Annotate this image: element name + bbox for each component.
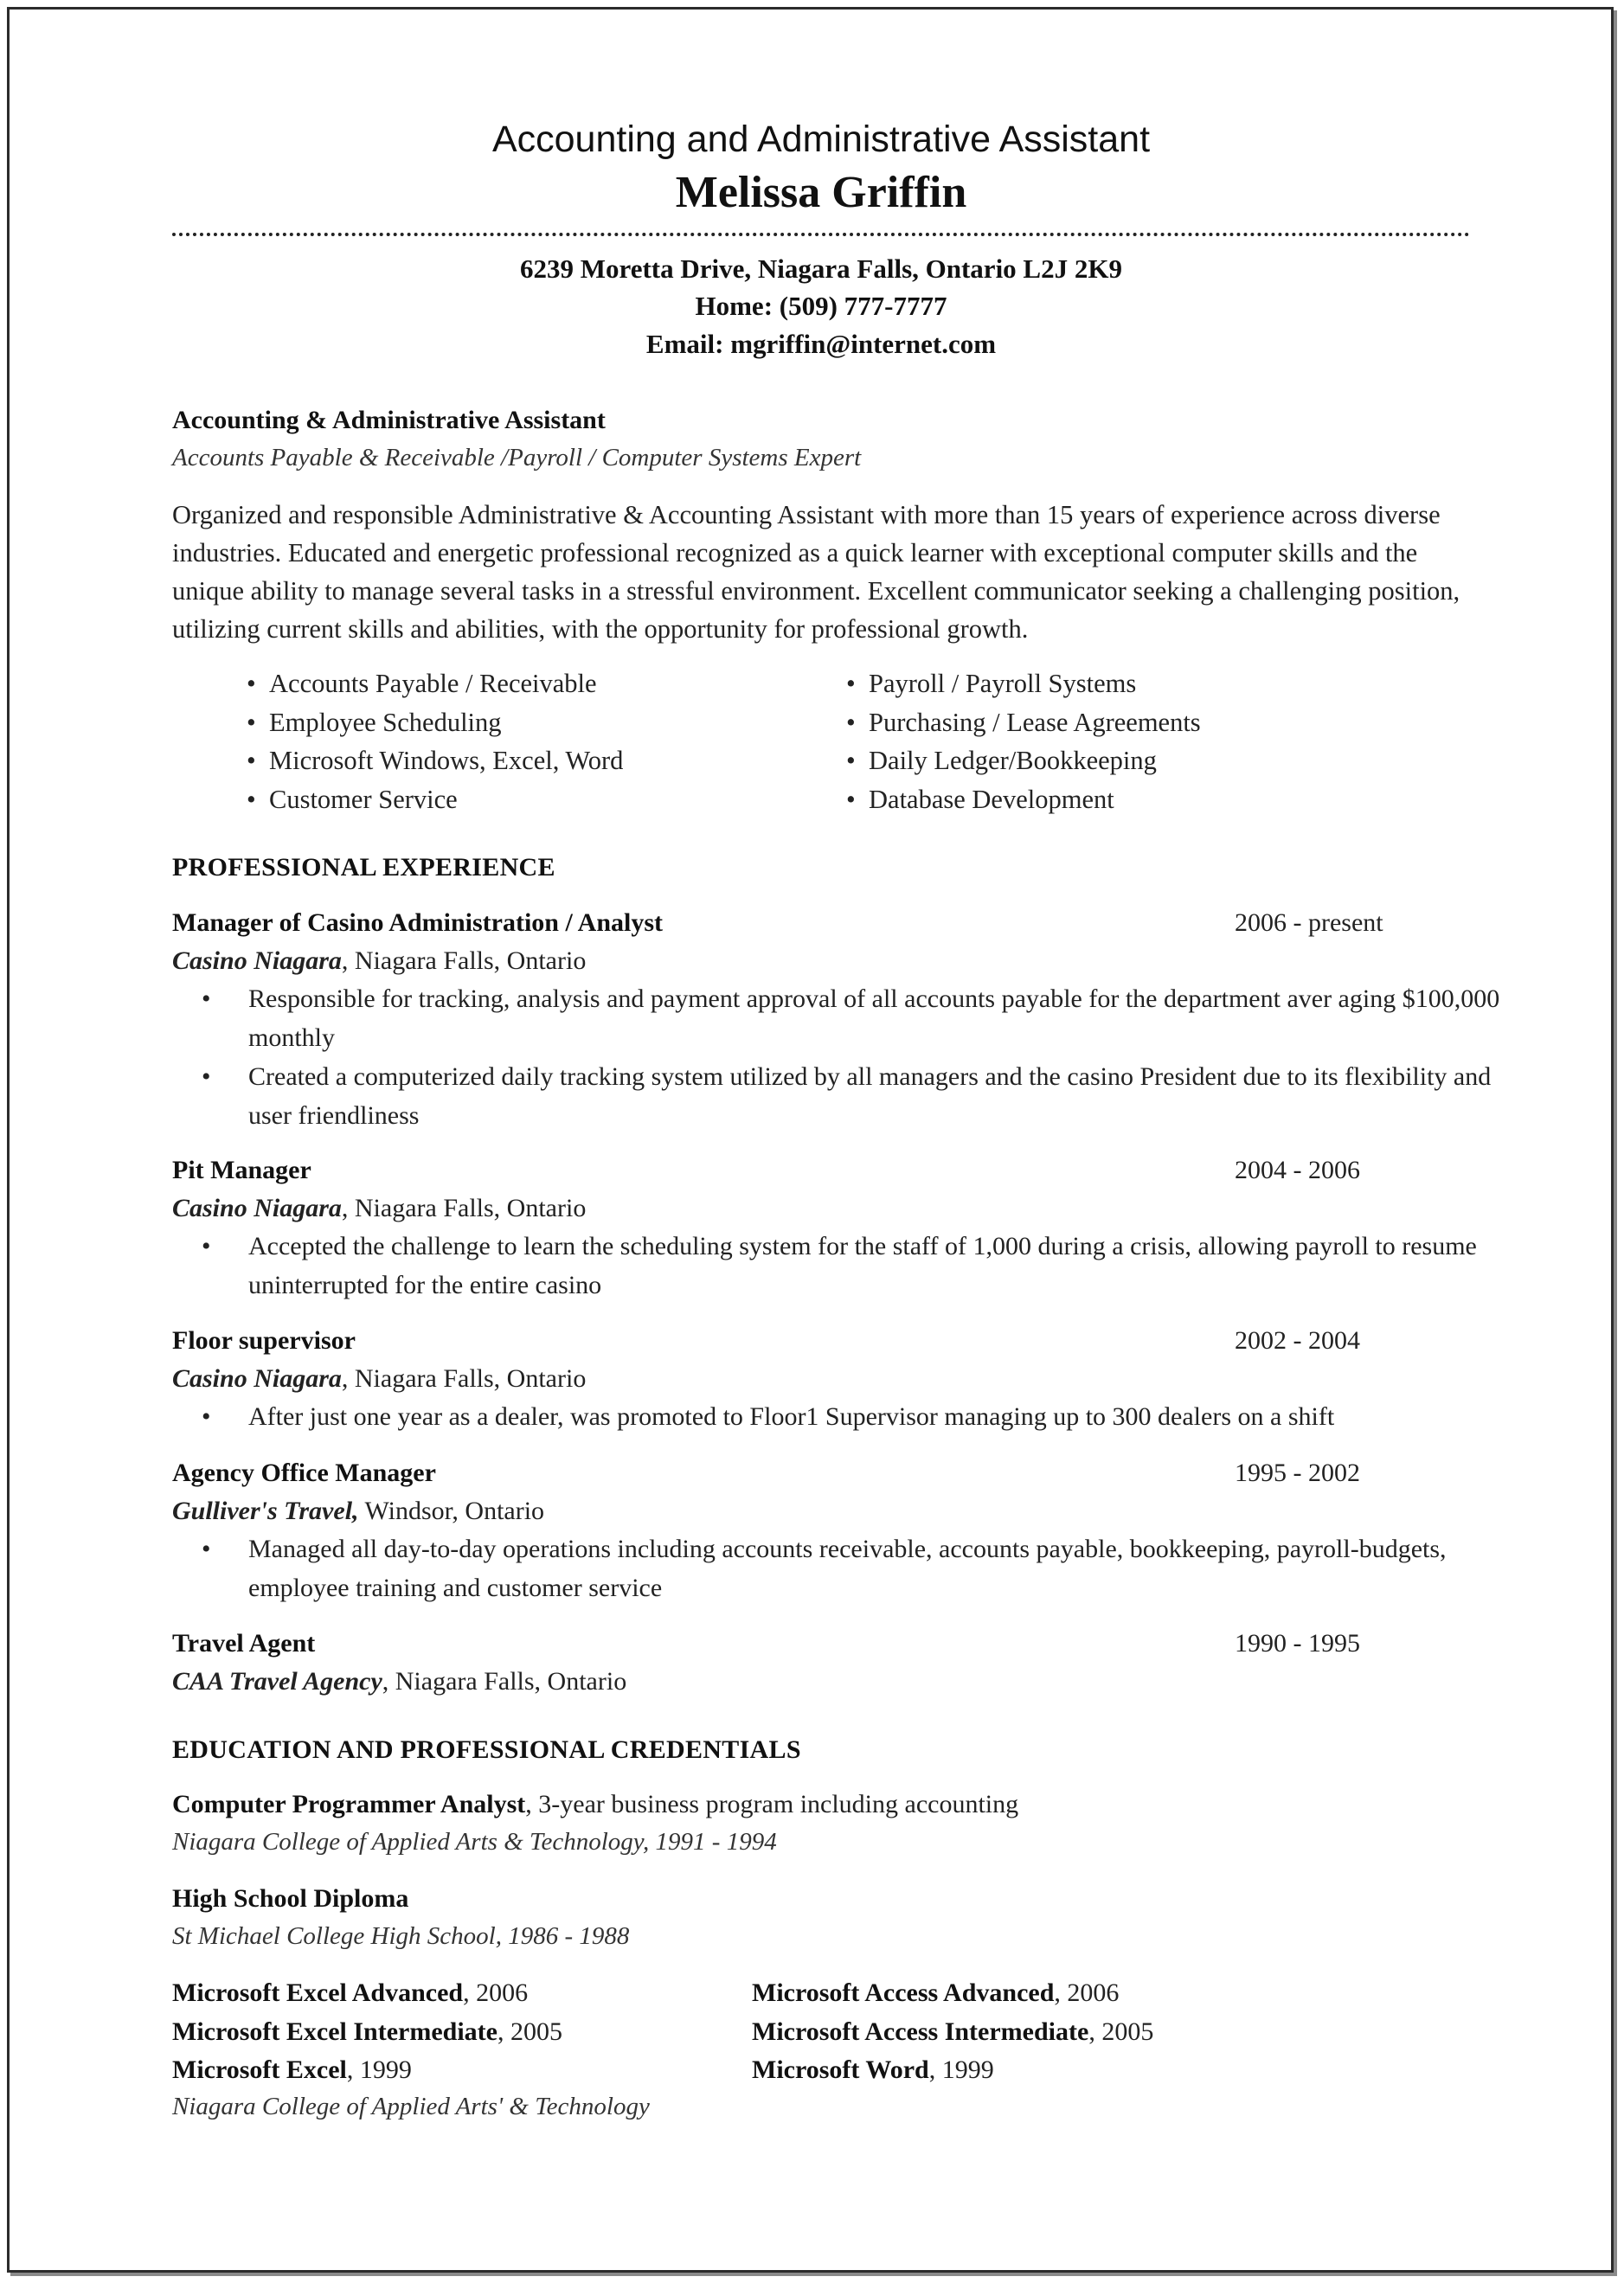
degree-title: High School Diploma [172, 1884, 409, 1913]
candidate-name: Melissa Griffin [675, 168, 967, 217]
cert-item [752, 2013, 1153, 2052]
cert-year: , 2006 [1054, 1978, 1120, 2007]
company-name: Casino Niagara [172, 1364, 342, 1393]
profile-summary: Organized and responsible Administrative & Accounting Assistant with more than 15 years of experience across diverse industries. Educated and energetic professional recognized as a quick learner with exceptional computer skills and the unique ability to manage several tasks in a stressful environment. Excellent communicator seeking a challenging position, utilizing current skills and abilities, with the opportunity for professional growth. [172, 500, 1460, 644]
company-location: Windsor, Ontario [358, 1497, 545, 1525]
job-title: Floor supervisor [172, 1326, 356, 1355]
phone: Home: (509) 777-7777 [695, 291, 947, 321]
company-name: Casino Niagara [172, 946, 342, 975]
job-bullet: • Accepted the challenge to learn the scheduling system for the staff of 1,000 during a crisis, allowing payroll to resume uninterrupted for the entire casino [172, 1228, 1512, 1305]
job-bullet: • Created a computerized daily tracking system utilized by all managers and the casino President due to its flexibility and user friendliness [172, 1058, 1512, 1135]
job-title: Agency Office Manager [172, 1459, 436, 1487]
job-dates: 2006 - present [1235, 908, 1383, 937]
degree-line [172, 1884, 408, 1914]
certs-left [172, 1974, 562, 2090]
job-dates: 2004 - 2006 [1235, 1156, 1360, 1184]
cert-item [752, 2051, 1153, 2090]
skill-item: • Customer Service [247, 780, 623, 819]
cert-year: , 2005 [1088, 2017, 1154, 2046]
degree-detail: , 3-year business program including accounting [525, 1790, 1019, 1818]
email: Email: mgriffin@internet.com [645, 329, 997, 359]
cert-name: Microsoft Access Advanced [752, 1978, 1055, 2007]
skill-item: • Database Development [846, 780, 1201, 819]
cert-item [172, 1974, 562, 2013]
company-location: , Niagara Falls, Ontario [341, 946, 587, 975]
degree-line [172, 1790, 1018, 1819]
skills-left [247, 664, 623, 818]
skill-item: • Accounts Payable / Receivable [247, 664, 623, 703]
degree-school: St Michael College High School, 1986 - 1988 [172, 1922, 630, 1950]
job-company-line [172, 946, 586, 976]
cert-year: , 2006 [463, 1978, 529, 2007]
company-location: , Niagara Falls, Ontario [382, 1667, 627, 1696]
degree-title: Computer Programmer Analyst [172, 1790, 526, 1818]
company-name: Gulliver's Travel, [172, 1497, 359, 1525]
skill-item: • Microsoft Windows, Excel, Word [247, 741, 623, 780]
job-bullet: • Managed all day-to-day operations including accounts receivable, accounts payable, bookkeeping, payroll-budgets, employee training and customer service [172, 1530, 1512, 1607]
cert-name: Microsoft Access Intermediate [752, 2017, 1089, 2046]
job-company-line [172, 1364, 586, 1394]
certs-school: Niagara College of Applied Arts' & Technology [172, 2093, 650, 2120]
cert-year: , 1999 [928, 2055, 994, 2084]
company-location: , Niagara Falls, Ontario [341, 1364, 587, 1393]
address: 6239 Moretta Drive, Niagara Falls, Ontario L2J 2K9 [520, 253, 1122, 284]
cert-name: Microsoft Word [752, 2055, 929, 2084]
experience-heading: PROFESSIONAL EXPERIENCE [172, 853, 555, 882]
skill-item: • Payroll / Payroll Systems [846, 664, 1201, 703]
job-company-line [172, 1194, 586, 1223]
document-frame [7, 7, 1614, 2273]
skill-item: • Daily Ledger/Bookkeeping [846, 741, 1201, 780]
degree-school: Niagara College of Applied Arts & Technology, 1991 - 1994 [172, 1828, 777, 1856]
cert-item [752, 1974, 1153, 2013]
cert-item [172, 2013, 562, 2052]
job-title: Manager of Casino Administration / Analyst [172, 908, 663, 937]
skill-item: • Employee Scheduling [247, 703, 623, 742]
cert-name: Microsoft Excel [172, 2055, 347, 2084]
cert-year: , 1999 [346, 2055, 412, 2084]
job-title: Pit Manager [172, 1156, 311, 1184]
job-bullet: • Responsible for tracking, analysis and payment approval of all accounts payable for the department aver aging $100,000 monthly [172, 980, 1512, 1057]
certs-right [752, 1974, 1153, 2090]
cert-year: , 2005 [497, 2017, 562, 2046]
profile-subheadline: Accounts Payable & Receivable /Payroll / Computer Systems Expert [172, 444, 862, 471]
company-location: , Niagara Falls, Ontario [341, 1194, 587, 1222]
company-name: CAA Travel Agency [172, 1667, 382, 1696]
profile-headline: Accounting & Administrative Assistant [172, 406, 606, 434]
cert-item [172, 2051, 562, 2090]
job-dates: 1995 - 2002 [1235, 1459, 1360, 1487]
company-name: Casino Niagara [172, 1194, 342, 1222]
skill-item: • Purchasing / Lease Agreements [846, 703, 1201, 742]
education-heading: EDUCATION AND PROFESSIONAL CREDENTIALS [172, 1735, 801, 1764]
job-bullet: • After just one year as a dealer, was promoted to Floor1 Supervisor managing up to 300 dealers on a shift [172, 1398, 1512, 1437]
role-title: Accounting and Administrative Assistant [491, 119, 1151, 160]
cert-name: Microsoft Excel Intermediate [172, 2017, 497, 2046]
job-title: Travel Agent [172, 1629, 316, 1658]
dotted-divider [172, 233, 1470, 236]
job-dates: 2002 - 2004 [1235, 1326, 1360, 1355]
job-company-line [172, 1667, 626, 1696]
job-dates: 1990 - 1995 [1235, 1629, 1360, 1658]
cert-name: Microsoft Excel Advanced [172, 1978, 464, 2007]
job-company-line [172, 1497, 544, 1526]
skills-right [846, 664, 1201, 818]
